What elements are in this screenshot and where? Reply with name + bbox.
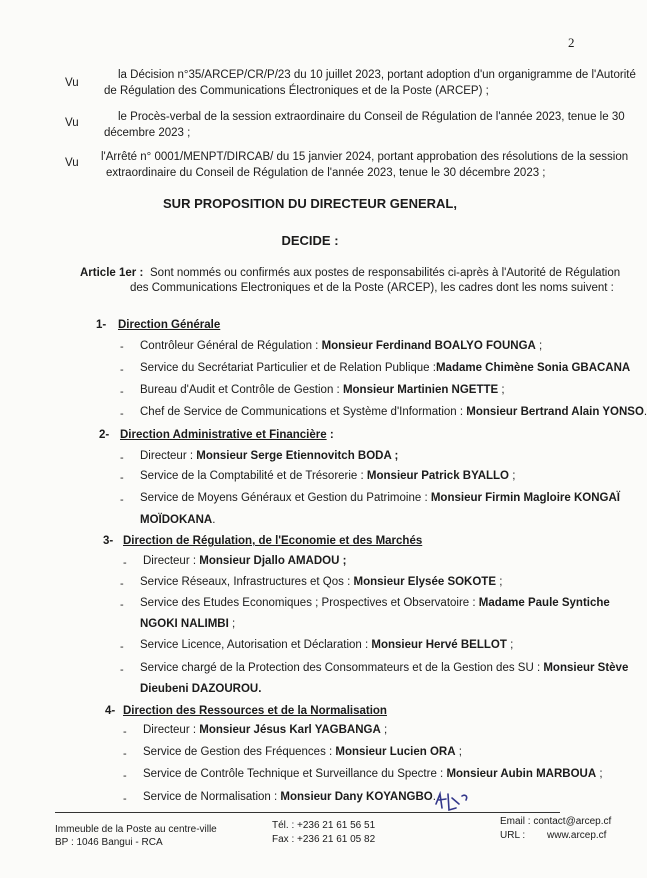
section-title: Direction Générale [118,319,221,331]
list-item: Service de Moyens Généraux et Gestion du Patrimoine : Monsieur Firmin Magloire KONGAÏ [140,492,620,504]
list-item: Directeur : Monsieur Jésus Karl YAGBANGA ; [143,724,388,736]
visa-label: Vu [65,157,79,169]
list-bullet: - [123,748,127,760]
section-title: Direction Administrative et Financière [120,429,327,441]
visa-label: Vu [65,77,79,89]
list-item: Service de la Comptabilité et de Trésorerie : Monsieur Patrick BYALLO ; [140,470,516,482]
list-bullet: - [123,770,127,782]
article-label: Article 1er : [80,267,144,279]
list-item-continuation: NGOKI NALIMBI ; [140,618,236,630]
list-bullet: - [120,452,124,464]
list-item: Service chargé de la Protection des Consommateurs et de la Gestion des SU : Monsieur Stève [140,662,629,674]
list-bullet: - [123,557,127,569]
footer-url: www.arcep.cf [547,830,607,841]
list-bullet: - [123,726,127,738]
list-item: Chef de Service de Communications et Système d'Information : Monsieur Bertrand Alain YONSO. [140,406,647,418]
footer-address-2: BP : 1046 Bangui - RCA [55,837,163,848]
list-item: Directeur : Monsieur Djallo AMADOU ; [143,555,347,567]
handwritten-initials [432,790,482,814]
list-bullet: - [120,494,124,506]
section-number: 4- [105,705,116,717]
visa-1-line-2: de Régulation des Communications Électroniques et de la Poste (ARCEP) ; [104,85,489,97]
list-item-continuation: MOÏDOKANA. [140,514,216,526]
proposal-heading: SUR PROPOSITION DU DIRECTEUR GENERAL, [163,196,457,211]
list-bullet: - [120,386,124,398]
list-bullet: - [120,578,124,590]
visa-2-line-2: décembre 2023 ; [104,127,191,139]
list-item: Service Réseaux, Infrastructures et Qos : Monsieur Elysée SOKOTE ; [140,576,503,588]
list-item: Bureau d'Audit et Contrôle de Gestion : Monsieur Martinien NGETTE ; [140,384,505,396]
list-item: Service des Etudes Economiques ; Prospectives et Observatoire : Madame Paule Syntiche [140,597,610,609]
list-bullet: - [123,793,127,805]
section-number: 3- [103,535,114,547]
list-item: Service du Secrétariat Particulier et de Relation Publique :Madame Chimène Sonia GBACANA [140,362,631,374]
list-item-continuation: Dieubeni DAZOUROU. [140,683,262,695]
footer-email: Email : contact@arcep.cf [500,816,612,827]
section-number: 1- [96,319,107,331]
list-item: Service de Contrôle Technique et Surveillance du Spectre : Monsieur Aubin MARBOUA ; [143,768,603,780]
list-bullet: - [120,664,124,676]
list-item: Directeur : Monsieur Serge Etiennovitch BODA ; [140,450,399,462]
footer-fax: Fax : +236 21 61 05 82 [272,834,376,845]
list-bullet: - [120,341,124,353]
section-title: Direction de Régulation, de l'Economie et des Marchés [123,535,423,547]
list-item: Service Licence, Autorisation et Déclaration : Monsieur Hervé BELLOT ; [140,639,514,651]
page-number: 2 [568,35,575,50]
list-bullet: - [120,408,124,420]
footer-divider [55,812,560,813]
visa-3-line-2: extraordinaire du Conseil de Régulation de l'année 2023, tenue le 30 décembre 2023 ; [106,167,546,179]
list-bullet: - [120,599,124,611]
list-item: Service de Normalisation : Monsieur Dany KOYANGBO. [143,791,436,803]
list-item: Service de Gestion des Fréquences : Monsieur Lucien ORA ; [143,746,462,758]
visa-1-line-1: la Décision n°35/ARCEP/CR/P/23 du 10 juillet 2023, portant adoption d'un organigramme de l'Autorité [118,69,636,81]
article-line-1: Sont nommés ou confirmés aux postes de responsabilités ci-après à l'Autorité de Régulation [150,267,621,279]
section-title: Direction des Ressources et de la Normalisation [123,705,387,717]
list-bullet: - [120,472,124,484]
visa-2-line-1: le Procès-verbal de la session extraordinaire du Conseil de Régulation de l'année 2023, tenue le 30 [118,111,625,123]
visa-3-line-1: l'Arrêté n° 0001/MENPT/DIRCAB/ du 15 janvier 2024, portant approbation des résolutions de la session [101,151,629,163]
list-bullet: - [120,364,124,376]
footer-address-1: Immeuble de la Poste au centre-ville [55,824,217,835]
visa-label: Vu [65,117,79,129]
footer-tel: Tél. : +236 21 61 56 51 [272,820,376,831]
decide-heading: DECIDE : [281,233,339,248]
section-heading: Direction Administrative et Financière : [120,429,334,441]
list-item: Contrôleur Général de Régulation : Monsieur Ferdinand BOALYO FOUNGA ; [140,340,543,352]
footer-url-label: URL : [500,830,526,841]
section-number: 2- [99,429,110,441]
article-line-2: des Communications Electroniques et de la Poste (ARCEP), les cadres dont les noms suivent : [130,282,614,294]
list-bullet: - [120,641,124,653]
